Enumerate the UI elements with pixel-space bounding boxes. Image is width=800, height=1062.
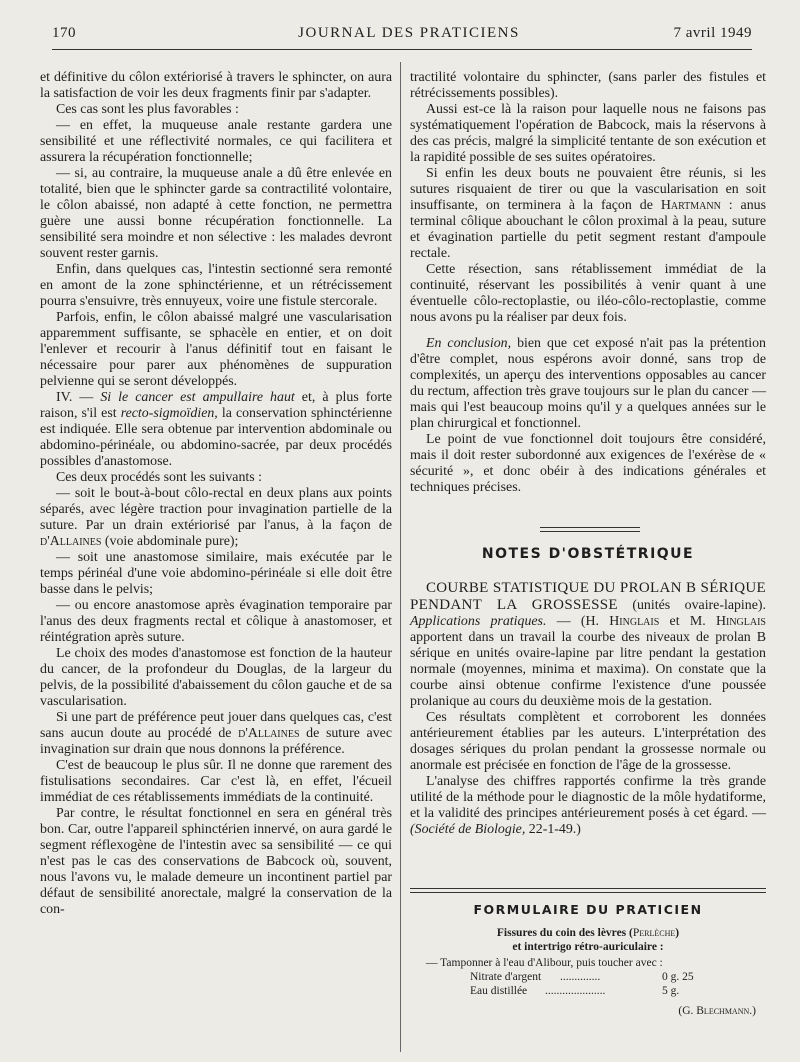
section-heading-formulaire: FORMULAIRE DU PRATICIEN (473, 902, 703, 917)
paragraph: et définitive du côlon extériorisé à travers le sphincter, on aura la satisfaction de voir les deux fragments finir par s'adapter. (40, 70, 392, 101)
paragraph: Aussi est-ce là la raison pour laquelle nous ne faisons pas systématiquement l'opération de Babcock, mais la réservons à des cas précis, malgré la simplicité tentante de son exécution et la rapidité possible de ses suites opératoires. (410, 102, 766, 165)
paragraph: Parfois, enfin, le côlon abaissé malgré une vascularisation apparemment suffisante, se sphacèle en entier, et on doit l'enlever et recourir à l'anus définitif tout en faisant le nécessaire pour parer aux phénomènes de suppuration pelvienne qui se seront développés. (40, 310, 392, 389)
text-run: apportent dans un travail la courbe des niveaux de prolan B sérique en unités ovaire-lapine par litre pendant la gestation normale (moyennes, minima et maxima). On constate que la courbe ainsi obtenue confirme l'existence d'une poussée prolanique au cours du deuxième mois de la gestation. (410, 630, 766, 709)
column-divider (400, 62, 401, 1052)
paragraph: Le choix des modes d'anastomose est fonction de la hauteur du cancer, de la profondeur du Douglas, de la largeur du pelvis, de la possibilité d'abaissement du côlon gauche et de sa vascularisation. (40, 646, 392, 709)
text-run: (voie abdominale pure); (101, 534, 239, 549)
text-run: 22-1-49.) (525, 822, 581, 837)
formula-title (410, 926, 766, 940)
author-name: Blechmann (696, 1005, 750, 1017)
text-run: Si enfin les deux bouts ne pouvaient être réunis, si les sutures risquaient de tirer ou que la vascularisation en soit insuffisante, on terminera à la façon de (410, 166, 766, 213)
text-run: et M. (659, 614, 716, 629)
section-rule (540, 527, 640, 532)
author-name: d'Allaines (40, 534, 102, 549)
text-run: — (H. (546, 614, 610, 629)
article-title (410, 580, 766, 710)
section-rule (410, 888, 766, 893)
paragraph: Ces résultats complètent et corroborent les données antérieurement établies par les auteurs. L'interprétation des dosages sériques du prolan pendant la grossesse normale ou anormale est précisée en fonction de l'âge de la grossesse. (410, 710, 766, 773)
text-run: Si le cancer est ampullaire haut (100, 390, 295, 405)
text-run: (G. (678, 1005, 697, 1017)
section-heading-obstetrique: NOTES D'OBSTÉTRIQUE (481, 546, 695, 562)
text-run: Si une part de préférence peut jouer dans quelques cas, c'est sans aucun doute au procédé de (40, 710, 392, 741)
paragraph (40, 486, 392, 550)
author-name: d'Allaines (238, 726, 300, 741)
formula-item (410, 984, 766, 998)
paragraph (410, 336, 766, 432)
formula-title: et intertrigo rétro-auriculaire : (512, 941, 664, 953)
item-quantity: 5 g. (662, 985, 680, 997)
page-number: 170 (52, 25, 76, 41)
item-name: Eau distillée (470, 985, 528, 997)
paragraph (40, 390, 392, 470)
text-run: Perlèche (632, 927, 676, 939)
formula-instruction: — Tamponner à l'eau d'Alibour, puis toucher avec : (426, 957, 663, 969)
right-column (410, 70, 766, 496)
paragraph (40, 710, 392, 758)
citation: (Société de Biologie, (410, 822, 526, 837)
text-run: bien que cet exposé n'ait pas la prétention d'être complet, nous espérons avoir donné, sans trop de complexités, un aperçu des interventions opposables au cancer du rectum, affection très grave toujours sur le plan du cancer — mais qui l'est beaucoup moins qu'il y a quelques années sur le plan chirurgical et fonctionnel. (410, 336, 767, 431)
paragraph: — ou encore anastomose après évagination temporaire par l'anus des deux fragments rectal et côlique à anastomoser, et réintégration après suture. (40, 598, 392, 645)
paragraph (410, 166, 766, 262)
paragraph: C'est de beaucoup le plus sûr. Il ne donne que rarement des fistulisations secondaires. Car c'est là, en effet, l'écueil immédiat de ces rétablissements immédiats de la continuité. (40, 758, 392, 805)
formulaire-block (410, 926, 766, 1018)
text-run: En conclusion, (426, 336, 512, 351)
text-run: .) (749, 1005, 756, 1017)
page-header (38, 22, 780, 50)
author-name: Hinglais (715, 614, 766, 629)
text-run: IV. — (56, 390, 101, 405)
issue-date: 7 avril 1949 (673, 25, 752, 41)
formula-signature (410, 1004, 766, 1018)
text-run: et, à plus forte raison, s'il est (40, 390, 392, 421)
text-run: L'analyse des chiffres rapportés confirme la très grande utilité de la méthode pour le diagnostic de la môle hydatiforme, et la validité des principes antérieurement posés à cet égard. — (410, 774, 766, 821)
left-column (40, 70, 392, 918)
text-run: : anus terminal côlique abouchant le côlon proximal à la peau, suture et évagination partielle du petit segment restant d'ampoule rectale. (410, 198, 766, 261)
paragraph: Le point de vue fonctionnel doit toujours être considéré, mais il doit rester subordonné aux exigences de l'exérèse de « sécurité », et donc obéir à des indications générales et techniques précises. (410, 432, 766, 495)
paragraph: Enfin, dans quelques cas, l'intestin sectionné sera remonté en amont de la zone sphinctérienne, et un rétrécissement pourra s'ensuivre, très ennuyeux, voire une fistule stercorale. (40, 262, 392, 309)
title-text: COURBE STATISTIQUE DU PROLAN B SÉRIQUE PENDANT LA GROSSESSE (410, 580, 766, 613)
item-name: Nitrate d'argent (470, 971, 542, 983)
paragraph: tractilité volontaire du sphincter, (sans parler des fistules et rétrécissements possibles). (410, 70, 766, 101)
formula-item (410, 970, 766, 984)
obstetrique-article (410, 580, 766, 838)
text-run: ) (675, 927, 680, 939)
article-subtitle: Applications pratiques. (410, 614, 547, 629)
paragraph: Par contre, le résultat fonctionnel en sera en général très bon. Car, outre l'appareil sphinctérien innervé, on aura gardé le segment réflexogène de l'intestin avec sa sensibilité — ce qui n'est pas le cas des conservations de Babcock où, souvent, nous l'avons vu, le malade demeure un incontinent partiel par défaut de sensibilité anorectale, malgré la conservation de la con- (40, 806, 392, 917)
text-run: Fissures du coin des lèvres ( (496, 927, 633, 939)
paragraph: Ces cas sont les plus favorables : (56, 102, 239, 117)
item-dots: .............. (560, 971, 601, 983)
text-run: la conservation sphinctérienne est indiquée. Elle sera obtenue par intervention abdominale ou abdomino-périnéale, ou abdomino-sacrée, par deux procédés possibles d'anastomose. (40, 406, 392, 469)
text-run: (unités ovaire-lapine). (617, 598, 767, 613)
header-rule (52, 49, 752, 50)
author-name: Hinglais (609, 614, 660, 629)
paragraph: Cette résection, sans rétablissement immédiat de la continuité, réservant les possibilités à venir quant à une éventuelle côlo-rectoplastie, ou iléo-côlo-rectoplastie, comme nous avons pu la réaliser par deux fois. (410, 262, 766, 325)
paragraph: — soit une anastomose similaire, mais exécutée par le temps périnéal d'une voie abdomino-périnéale si elle doit être basse dans le pelvis; (40, 550, 392, 597)
item-dots: ..................... (545, 985, 606, 997)
paragraph: — en effet, la muqueuse anale restante gardera une sensibilité et une réflectivité normales, ce qui facilitera et assurera la récupération fonctionnelle; (40, 118, 392, 165)
text-run: recto-sigmoïdien, (120, 406, 218, 421)
paragraph (410, 774, 766, 838)
text-run: de suture avec invagination sur drain que nous donnons la préférence. (40, 726, 392, 757)
text-run: — soit le bout-à-bout côlo-rectal en deux plans aux points séparés, avec légère traction pour invagination partielle de la suture. Par un drain extériorisé par l'anus, à la façon de (40, 486, 392, 533)
paragraph: — si, au contraire, la muqueuse anale a dû être enlevée en totalité, bien que le sphincter garde sa contractilité volontaire, le côlon abaissé, non adapté à cette fonction, ne permettra guère une aussi bonne récupération fonctionnelle. La sensibilité sera moindre et non sélective : les malades devront souvent rester garnis. (40, 166, 392, 261)
author-name: Hartmann (660, 198, 721, 213)
paragraph: Ces deux procédés sont les suivants : (56, 470, 263, 485)
journal-title: JOURNAL DES PRATICIENS (298, 25, 520, 41)
item-quantity: 0 g. 25 (662, 971, 694, 983)
